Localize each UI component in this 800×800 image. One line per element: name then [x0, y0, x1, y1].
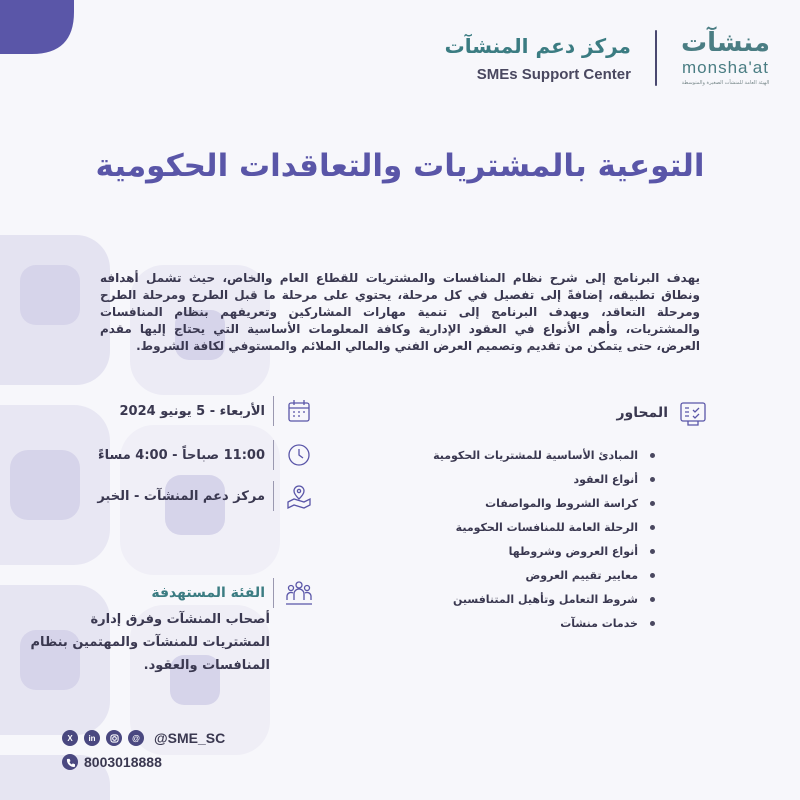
phone-number[interactable]: 8003018888: [84, 754, 162, 770]
axes-item: [395, 539, 655, 563]
threads-icon[interactable]: @: [128, 730, 144, 746]
instagram-icon[interactable]: [106, 730, 122, 746]
axes-heading: [616, 396, 710, 430]
bullet: [650, 453, 655, 458]
target-title: الفئة المستهدفة: [151, 585, 265, 601]
social-handle[interactable]: @SME_SC: [154, 730, 226, 746]
center-name-en: SMEs Support Center: [476, 65, 631, 83]
logo-ar: منشآت: [680, 28, 770, 58]
social-row: [62, 730, 225, 746]
axes-item: [395, 563, 655, 587]
corner-decoration: [0, 0, 80, 60]
page-title: التوعية بالمشتريات والتعاقدات الحكومية: [95, 148, 705, 184]
axes-item: [395, 443, 655, 467]
target-text: أصحاب المنشآت وفرق إدارة المشتريات للمنشآت والمهتمين بنظام المنافسات والعقود.: [30, 612, 270, 673]
event-date-row: [120, 394, 316, 428]
phone-row: [62, 754, 162, 770]
monshaat-logo: [681, 30, 770, 86]
axes-list: [395, 443, 655, 635]
axes-item-label: معايير تقييم العروض: [525, 568, 638, 582]
axes-title: المحاور: [616, 405, 668, 421]
event-time: 11:00 صباحاً - 4:00 مساءً: [97, 447, 265, 463]
center-brand: [445, 34, 631, 83]
linkedin-icon[interactable]: in: [84, 730, 100, 746]
bullet: [650, 549, 655, 554]
header: [445, 30, 770, 86]
header-divider: [655, 30, 657, 86]
checklist-icon: [676, 396, 710, 430]
separator: [273, 481, 274, 511]
center-name-ar: مركز دعم المنشآت: [444, 33, 631, 58]
bullet: [650, 573, 655, 578]
intro-paragraph: يهدف البرنامج إلى شرح نظام المنافسات والمشتريات للقطاع العام والخاص، حيث تشمل أهدافه ونطاق تطبيقه، إضافةً إلى تفصيل في كل مرحلة، يحتوي على مرحلة ما قبل الطرح ومرحلة الطرح ومرحلة التعاقد، ويهدف البرنامج إلى تنمية مهارات المشاركين وتعريفهم بنظام المنافسات والمشتريات، وأهم الأنواع في العقود الإدارية وكافة المعلومات الأساسية التي يحتاج إليها مقدم العرض، حتى يتمكن من تقديم وتصميم العرض الفني والمالي الملائم والمستوفي لكافة الشروط.: [100, 271, 700, 353]
axes-item: [395, 491, 655, 515]
bullet: [650, 501, 655, 506]
bullet: [650, 525, 655, 530]
axes-item-label: المبادئ الأساسية للمشتريات الحكومية: [433, 448, 638, 462]
separator: [273, 396, 274, 426]
group-icon: [282, 576, 316, 610]
logo-tagline: الهيئة العامة للمنشآت الصغيرة والمتوسطة: [681, 80, 770, 86]
target-heading: [151, 576, 316, 610]
axes-item-label: كراسة الشروط والمواصفات: [485, 496, 638, 510]
axes-item-label: الرحلة العامة للمنافسات الحكومية: [455, 520, 638, 534]
axes-item: [395, 587, 655, 611]
clock-icon: [282, 438, 316, 472]
bullet: [650, 597, 655, 602]
event-location: مركز دعم المنشآت - الخبر: [97, 488, 265, 504]
event-location-row: [97, 479, 316, 513]
axes-item: [395, 467, 655, 491]
bullet: [650, 477, 655, 482]
calendar-icon: [282, 394, 316, 428]
event-date: الأربعاء - 5 يونيو 2024: [119, 403, 265, 419]
axes-item: [395, 515, 655, 539]
separator: [273, 578, 274, 608]
axes-item-label: أنواع العقود: [573, 472, 638, 486]
phone-icon: [62, 754, 78, 770]
logo-en: monsha'at: [682, 58, 769, 77]
bullet: [650, 621, 655, 626]
axes-item-label: خدمات منشآت: [560, 616, 638, 630]
event-time-row: [98, 438, 316, 472]
separator: [273, 440, 274, 470]
map-pin-icon: [282, 479, 316, 513]
axes-item: [395, 611, 655, 635]
x-icon[interactable]: X: [62, 730, 78, 746]
axes-item-label: أنواع العروض وشروطها: [508, 544, 638, 558]
axes-item-label: شروط التعامل وتأهيل المتنافسين: [453, 592, 638, 606]
